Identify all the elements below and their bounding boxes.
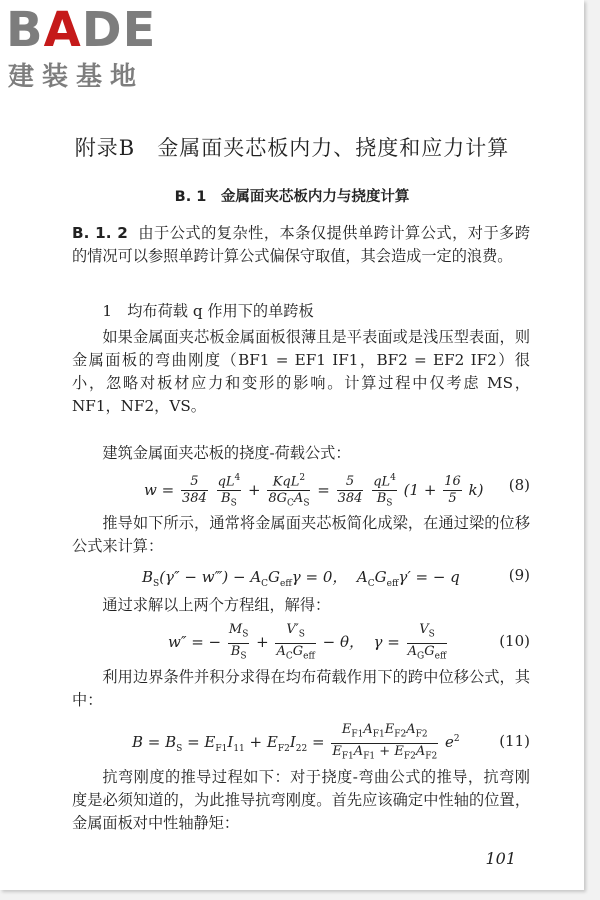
paragraph-boundary: 利用边界条件并积分求得在均布荷载作用下的跨中位移公式，其中： bbox=[72, 668, 530, 709]
equation-8-number: (8) bbox=[508, 476, 530, 494]
equation-9-number: (9) bbox=[508, 566, 530, 584]
paragraph-derivation: 推导如下所示，通常将金属面夹芯板简化成梁，在通过梁的位移公式来计算： bbox=[72, 514, 530, 555]
appendix-title: 附录B 金属面夹芯板内力、挠度和应力计算 bbox=[74, 136, 510, 160]
paragraph-deflection-intro: 建筑金属面夹芯板的挠度-荷载公式： bbox=[102, 444, 351, 462]
page-number: 101 bbox=[485, 849, 516, 868]
paragraph-solve: 通过求解以上两个方程组，解得： bbox=[102, 596, 331, 614]
logo-subtitle: 建装基地 bbox=[8, 62, 145, 92]
equation-8: w = $\frac{5}{384}$ $\frac{qL^4}{B_S}$ + $\frac{KqL^2}{8G_CA_S}$ = $\frac{5}{384}$ $\frac{qL^4}{B_S}$ (1 + $\frac{16}{5}$ k) (8) bbox=[72, 468, 530, 502]
equation-10-number: (10) bbox=[499, 632, 530, 650]
clause-number: B. 1. 2 bbox=[72, 224, 128, 242]
clause-text: 由于公式的复杂性，本条仅提供单跨计算公式，对于多跨的情况可以参照单跨计算公式偏保守取值，其会造成一定的浪费。 bbox=[72, 224, 531, 265]
paragraph-thin-face: 如果金属面夹芯板金属面板很薄且是平表面或是浅压型表面，则金属面板的弯曲刚度（BF1 = EF1 IF1，BF2 = EF2 IF2）很小，忽略对板材应力和变形的影响。计算过程中仅考虑 MS，NF1，NF2，VS。 bbox=[72, 328, 530, 415]
equation-11: $B = B_S = E_{F1}I_{11} + E_{F2}I_{22}$ = $\frac{E_{F1}A_{F1}E_{F2}A_{F2}}{E_{F1}A_{F1} + E_{F2}A_{F2}}$ $e^2$ (11) bbox=[132, 722, 530, 762]
bade-logo bbox=[6, 4, 176, 104]
paragraph-stiffness: 抗弯刚度的推导过程如下：对于挠度-弯曲公式的推导，抗弯刚度是必须知道的，为此推导抗弯刚度。首先应该确定中性轴的位置，金属面板对中性轴静矩： bbox=[72, 768, 530, 832]
equation-10: w″ = − $\frac{M_S}{B_S}$ + $\frac{V'_S}{A_CG_{eff}}$ − θ， γ = $\frac{V_S}{A_GG_{eff}}$ (10) bbox=[168, 622, 530, 662]
equation-11-number: (11) bbox=[499, 732, 530, 750]
section-heading: B. 1 金属面夹芯板内力与挠度计算 bbox=[174, 189, 410, 205]
paragraph-b12 bbox=[72, 222, 530, 268]
subheading-uniform-load: 1 均布荷载 q 作用下的单跨板 bbox=[102, 302, 314, 320]
equation-9: $B_S(\gamma''$ − w‴) − $A_CG_{eff}\gamma = 0$， $A_CG_{eff}\gamma'$ = − q (9) bbox=[142, 566, 530, 589]
logo-brand: BADE bbox=[6, 2, 157, 58]
